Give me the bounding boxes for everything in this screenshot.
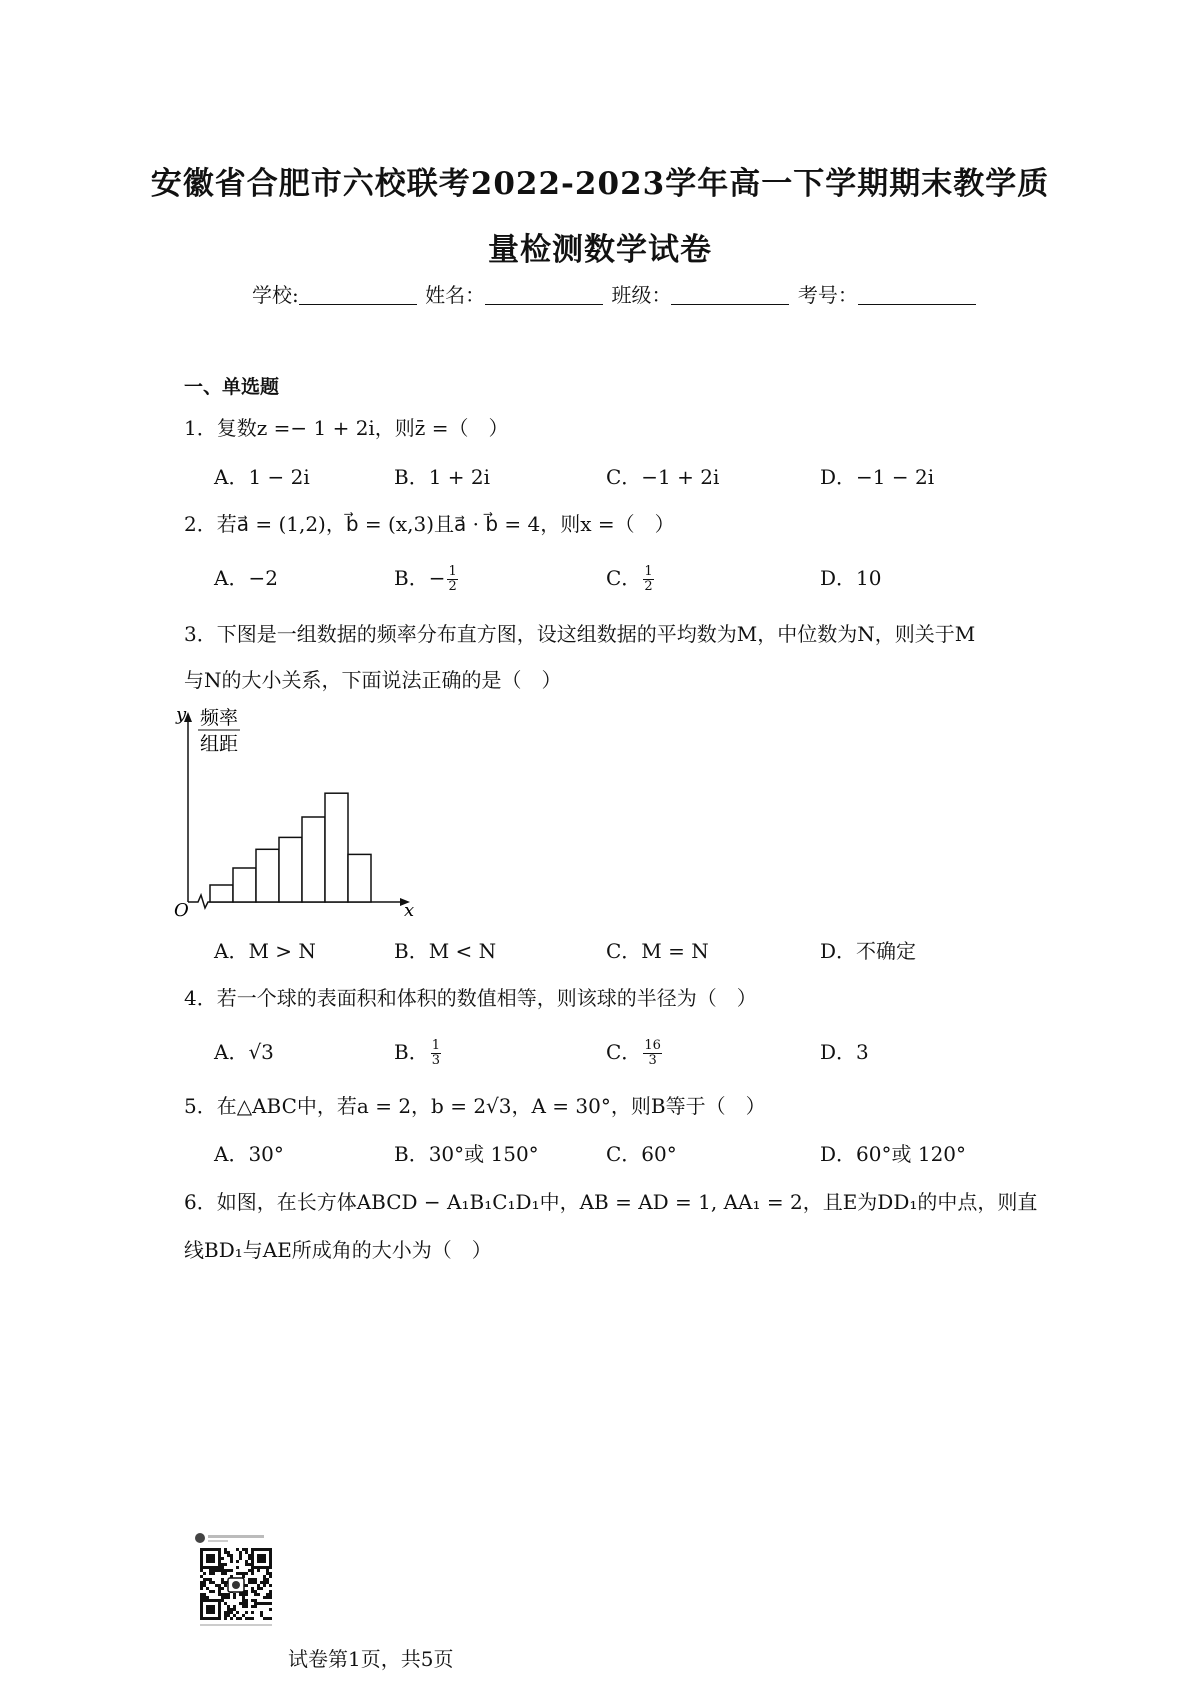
q2-option-c[interactable] — [606, 562, 654, 594]
q3-option-d[interactable]: D．不确定 — [820, 939, 917, 963]
exam-number-blank[interactable] — [858, 284, 976, 305]
histogram-bars — [210, 793, 371, 902]
q3-option-a[interactable]: A．M > N — [214, 939, 316, 963]
q4-option-b[interactable] — [394, 1036, 441, 1068]
class-blank[interactable] — [671, 284, 789, 305]
q1-option-a[interactable]: A．1 − 2i — [214, 465, 310, 489]
q3-option-c[interactable]: C．M = N — [606, 939, 709, 963]
title-line-1: 安徽省合肥市六校联考2022-2023学年高一下学期期末教学质 — [150, 166, 1050, 202]
question-4-stem: 4．若一个球的表面积和体积的数值相等，则该球的半径为（ ） — [184, 986, 757, 1010]
q3-option-b[interactable]: B．M < N — [394, 939, 497, 963]
fraction-numerator: 16 — [644, 1038, 661, 1053]
fraction-denominator: 2 — [448, 579, 457, 594]
fraction-denominator: 3 — [648, 1053, 657, 1068]
question-3-stem-line-1: 3．下图是一组数据的频率分布直方图，设这组数据的平均数为M，中位数为N，则关于M — [184, 622, 976, 646]
name-blank[interactable] — [485, 284, 603, 305]
q5-option-c[interactable]: C．60° — [606, 1142, 677, 1166]
q1-option-c[interactable]: C．−1 + 2i — [606, 465, 720, 489]
class-label: 班级： — [611, 283, 672, 307]
question-6-stem-line-2: 线BD₁与AE所成角的大小为（ ） — [184, 1238, 492, 1262]
student-info-row — [252, 279, 978, 308]
histogram-bar — [256, 849, 279, 902]
school-label: 学校: — [252, 283, 299, 307]
q2-option-c-label: C． — [606, 566, 642, 590]
frequency-histogram — [174, 700, 458, 921]
q4-option-d[interactable]: D．3 — [820, 1040, 869, 1064]
q4-option-c-fraction — [643, 1039, 662, 1068]
q2-option-a[interactable]: A．−2 — [214, 566, 278, 590]
q5-option-d[interactable]: D．60°或 120° — [820, 1142, 967, 1166]
fraction-numerator: 1 — [644, 564, 653, 579]
fraction-denominator: 3 — [431, 1053, 440, 1068]
histogram-bar — [210, 885, 233, 902]
q4-option-b-fraction — [431, 1039, 441, 1068]
histogram-bar — [233, 868, 256, 902]
question-1-stem: 1．复数z =− 1 + 2i，则z̄ =（ ） — [184, 416, 509, 440]
histogram-bar — [325, 793, 348, 902]
q1-option-b[interactable]: B．1 + 2i — [394, 465, 491, 489]
q2-option-b[interactable] — [394, 562, 458, 594]
question-2-stem: 2．若a⃗ = (1,2)，b⃗ = (x,3)且a⃗ · b⃗ = 4，则x =（ ） — [184, 512, 675, 536]
name-label: 姓名： — [425, 283, 486, 307]
q2-option-d[interactable]: D．10 — [820, 566, 882, 590]
q1-option-d[interactable]: D．−1 − 2i — [820, 465, 935, 489]
fraction-numerator: 1 — [431, 1038, 440, 1053]
qr-code-icon — [192, 1530, 280, 1630]
q4-option-b-label: B． — [394, 1040, 429, 1064]
q4-option-a[interactable]: A．√3 — [214, 1040, 274, 1064]
fraction-numerator: 1 — [448, 564, 457, 579]
fraction-denominator: 2 — [644, 579, 653, 594]
x-axis-letter: x — [404, 900, 415, 921]
y-label-denominator: 组距 — [200, 733, 239, 755]
histogram-bar — [348, 854, 371, 902]
q2-option-c-fraction — [643, 565, 653, 594]
question-3-stem-line-2: 与N的大小关系，下面说法正确的是（ ） — [184, 668, 562, 692]
school-blank[interactable] — [299, 284, 417, 305]
q5-option-b[interactable]: B．30°或 150° — [394, 1142, 539, 1166]
question-6-stem-line-1: 6．如图，在长方体ABCD − A₁B₁C₁D₁中，AB = AD = 1, AA₁ = 2，且E为DD₁的中点，则直 — [184, 1190, 1038, 1214]
histogram-bar — [279, 837, 302, 902]
y-axis-letter: y — [176, 704, 187, 725]
q5-option-a[interactable]: A．30° — [214, 1142, 284, 1166]
qr-code — [192, 1530, 280, 1634]
origin-label: O — [174, 900, 189, 921]
section-title: 一、单选题 — [184, 376, 280, 398]
exam-number-label: 考号： — [797, 283, 858, 307]
title-line-2: 量检测数学试卷 — [488, 232, 712, 268]
page-footer: 试卷第1页，共5页 — [288, 1647, 454, 1671]
q2-option-b-fraction — [447, 565, 457, 594]
y-label-numerator: 频率 — [200, 707, 239, 729]
q2-option-b-label: B．− — [394, 566, 446, 590]
q4-option-c-label: C． — [606, 1040, 642, 1064]
histogram-bar — [302, 817, 325, 902]
q4-option-c[interactable] — [606, 1036, 662, 1068]
question-5-stem: 5．在△ABC中，若a = 2，b = 2√3，A = 30°，则B等于（ ） — [184, 1094, 766, 1118]
